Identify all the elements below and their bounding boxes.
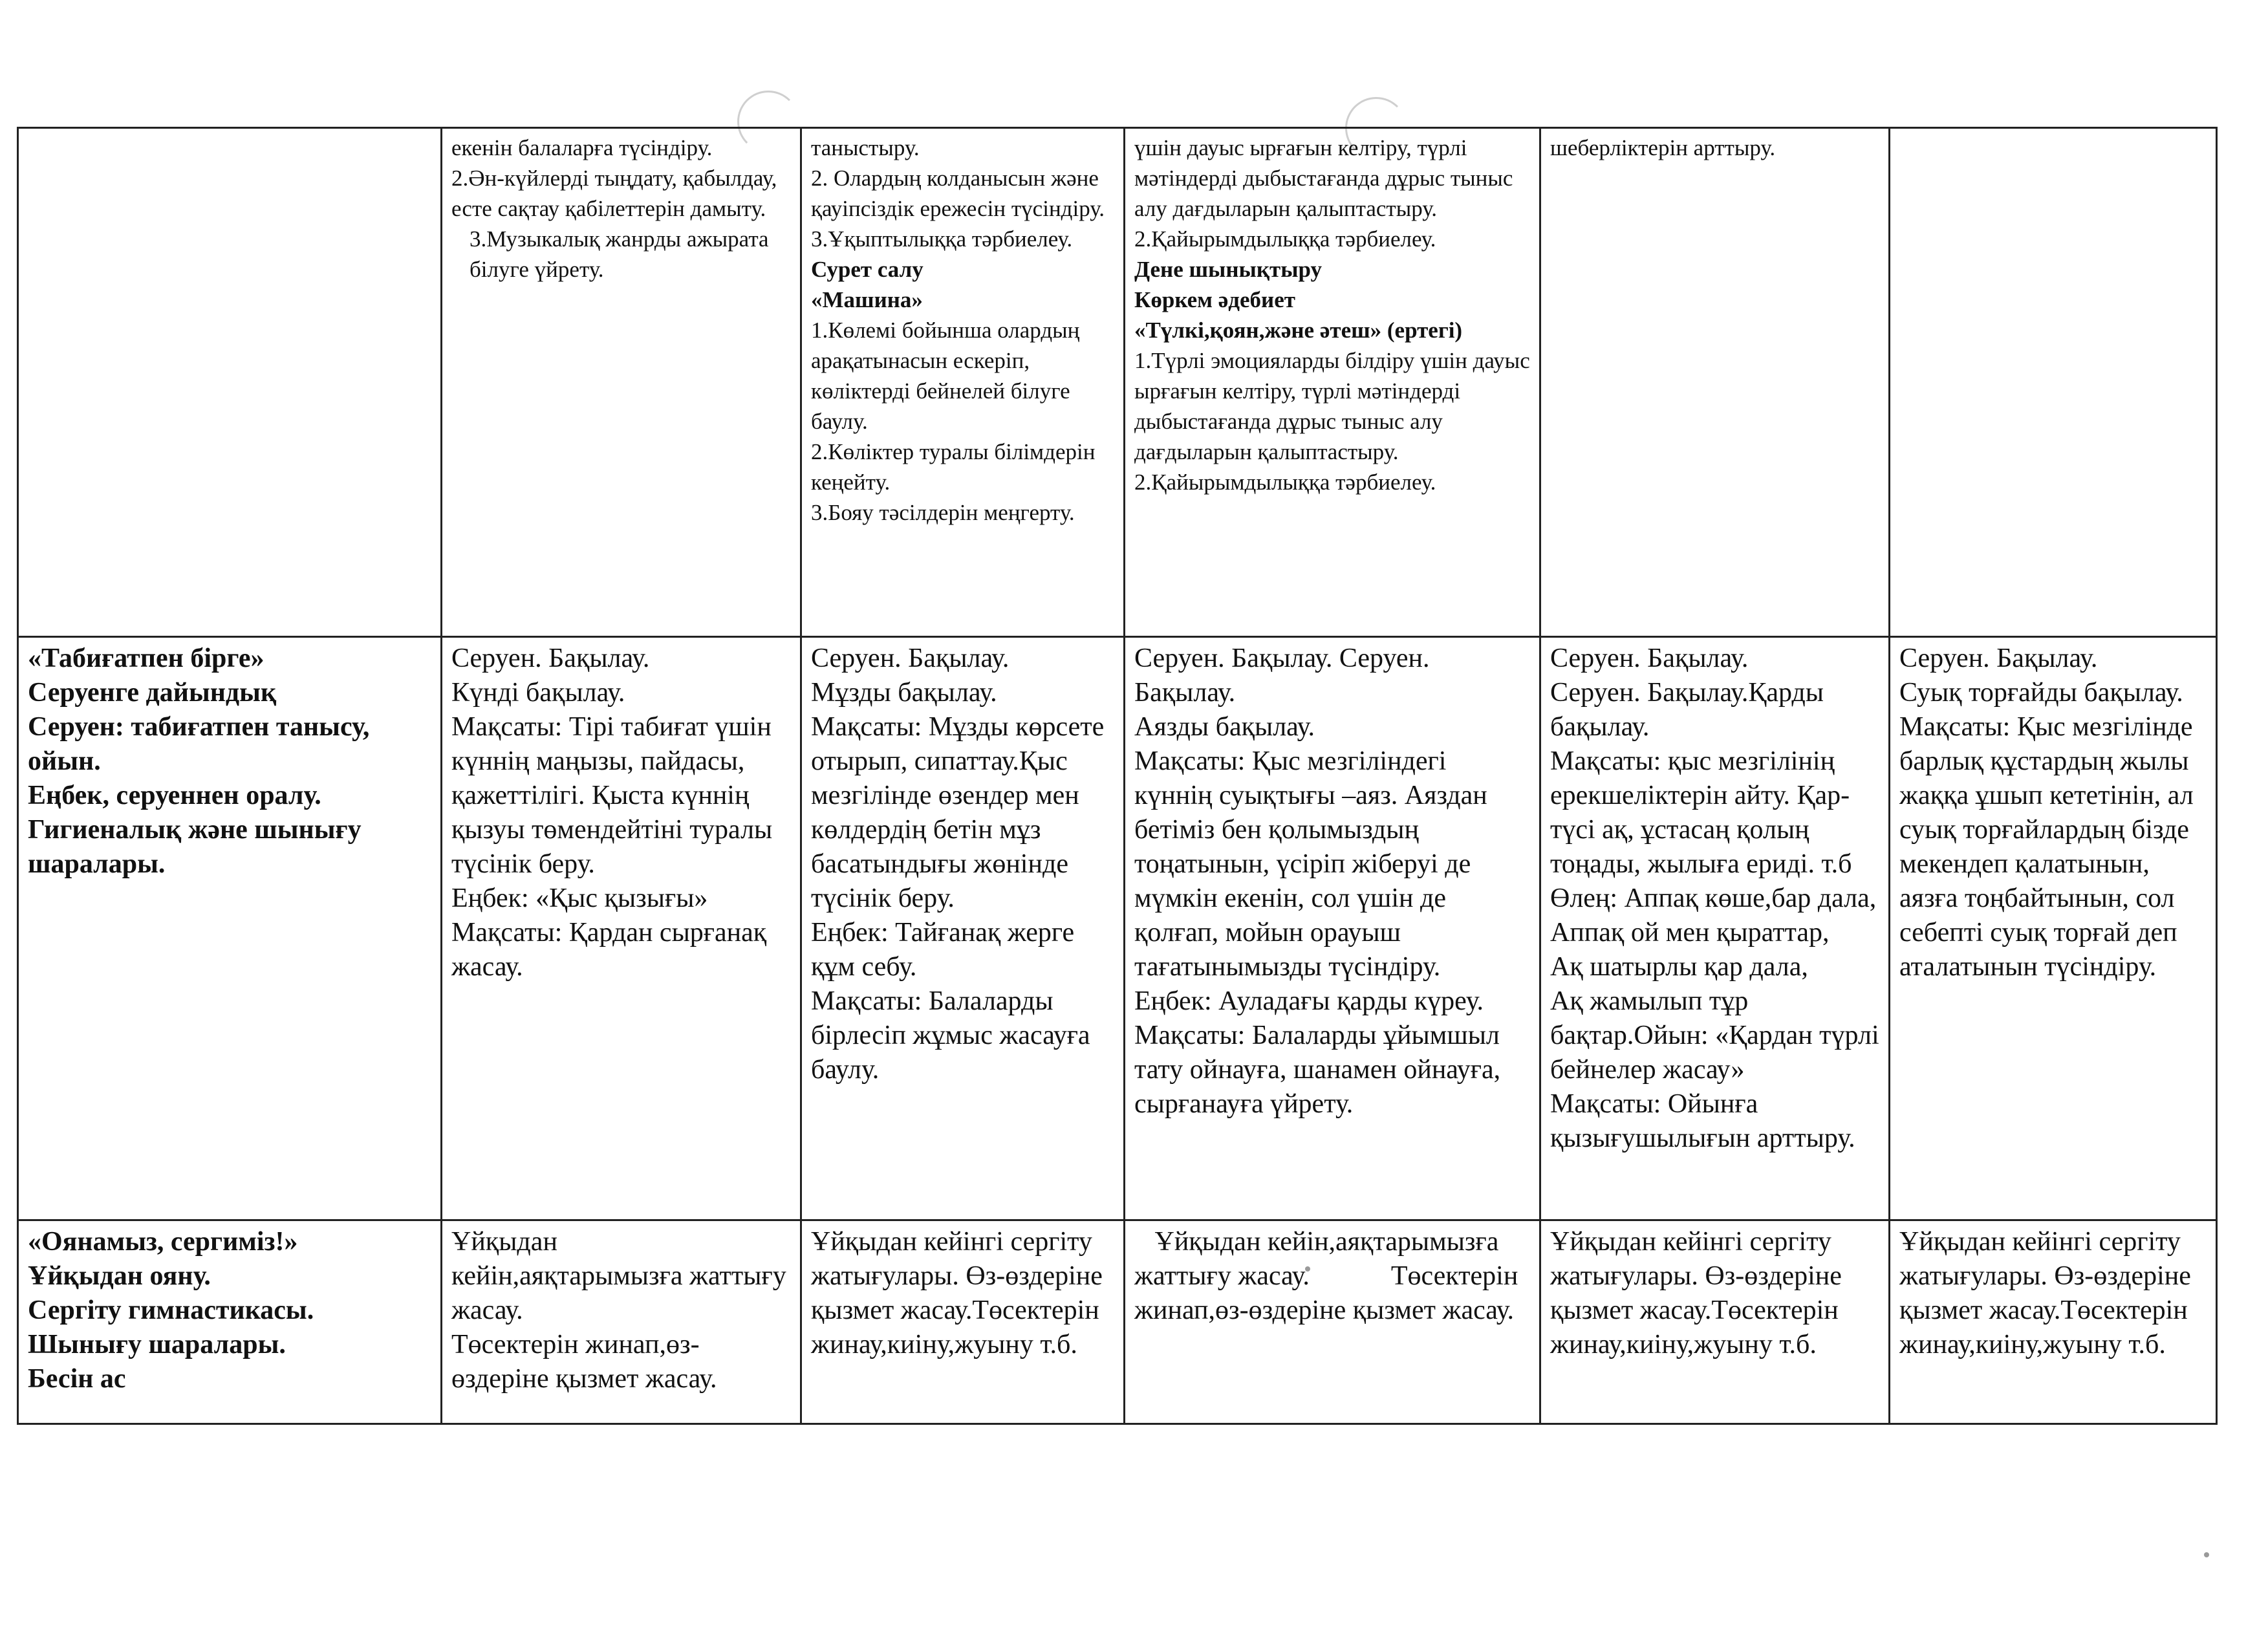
- text-line: Аязды бақылау.: [1134, 712, 1315, 742]
- text-line: Мақсаты: Қардан сырғанақ жасау.: [451, 918, 767, 982]
- text-line: 2.Көліктер туралы білімдерін кеңейту.: [811, 439, 1096, 495]
- text-line: Серуен. Бақылау.: [1899, 644, 2098, 673]
- text-line: Мақсаты: Балаларды ұйымшыл тату ойнауға, шанамен ойнауға, сырғанауға үйрету.: [1134, 1021, 1501, 1119]
- text-line: Еңбек: «Қыс қызығы»: [451, 883, 708, 913]
- friday-cell: [1890, 128, 2217, 637]
- text-line: 1.Көлемі бойынша олардың арақатынасын ескеріп, көліктерді бейнелей білуге баулу.: [811, 318, 1080, 434]
- text-line: Ақ шатырлы қар дала,: [1550, 952, 1808, 982]
- row-label-cell: [18, 128, 442, 637]
- text-line: Ұйқыдан кейінгі сергіту жатығулары. Өз-өздеріне қызмет жасау.Төсектерін жинау,киіну,жуыну т.б.: [1550, 1227, 1842, 1359]
- section-label-line: Серуенге дайындық: [28, 678, 277, 708]
- text-line: 1.Түрлі эмоцияларды білдіру үшін дауыс ырғағын келтіру, түрлі мәтіндерді дыбыстағанда дұрыс тыныс алу дағдыларын қалыптастыру.: [1134, 348, 1530, 464]
- text-line: Мұзды бақылау.: [811, 678, 997, 708]
- table-row: [18, 1220, 2217, 1424]
- lesson-topic: «Түлкі,қоян,және әтеш» (ертегі): [1134, 318, 1463, 343]
- text-line: Мақсаты: қыс мезгілінің ерекшеліктерін айту. Қар-түсі ақ, ұстасаң қолың тоңады, жылыға ериді. т.б Өлең: Аппақ көше,бар дала,: [1550, 746, 1877, 913]
- tuesday-cell: [801, 637, 1125, 1220]
- text-line: Мақсаты: Ойынға қызығушылығын арттыру.: [1550, 1089, 1855, 1153]
- thursday-cell: [1540, 637, 1890, 1220]
- tuesday-cell: [801, 128, 1125, 637]
- section-label-line: Бесін ас: [28, 1364, 126, 1394]
- text-line: 2.Ән-күйлерді тыңдату, қабылдау, есте сақтау қабілеттерін дамыту.: [451, 166, 777, 221]
- section-label-line: «Оянамыз, сергиміз!»: [28, 1227, 298, 1257]
- text-line: 3.Ұқыптылыққа тәрбиелеу.: [811, 226, 1073, 252]
- text-line: Мақсаты: Қыс мезгілінде барлық құстардың жылы жаққа ұшып кететінін, ал суық торғайлардың бізде мекендеп қалатынын, аязға тоңбайтынын, сол себепті суық торғай деп аталатынын түсіндіру.: [1899, 712, 2194, 982]
- text-line: 3.Бояу тәсілдерін меңгерту.: [811, 500, 1075, 525]
- text-line: Мақсаты: Мұзды көрсете отырып, сипаттау.Қыс мезгілінде өзендер мен көлдердің бетін мұз басатындығы жөнінде түсінік беру.: [811, 712, 1105, 913]
- text-line: Серуен. Бақылау.: [1550, 644, 1749, 673]
- wednesday-cell: [1125, 637, 1540, 1220]
- monday-cell: [442, 1220, 801, 1424]
- text-line: 3.Музыкалық жанрды ажырата білуге үйрету.: [470, 226, 769, 282]
- text-line: үшін дауыс ырғағын келтіру, түрлі мәтіндерді дыбыстағанда дұрыс тыныс алу дағдыларын қалыптастыру.: [1134, 135, 1513, 221]
- row-label-cell: [18, 637, 442, 1220]
- wednesday-cell: [1125, 1220, 1540, 1424]
- text-line: Серуен. Бақылау. Серуен. Бақылау.: [1134, 644, 1430, 708]
- text-line: Мақсаты: Балаларды бірлесіп жұмыс жасауға баулу.: [811, 986, 1090, 1085]
- section-label-line: Еңбек, серуеннен оралу.: [28, 781, 321, 810]
- friday-cell: [1890, 637, 2217, 1220]
- daily-plan-table: [17, 127, 2218, 1425]
- text-line: Ұйқыдан кейін,аяқтарымызға жаттығу жасау. Төсектерін жинап,өз-өздеріне қызмет жасау.: [1134, 1227, 1525, 1325]
- text-line: Серуен. Бақылау.Қарды бақылау.: [1550, 678, 1824, 742]
- section-label-line: Шынығу шаралары.: [28, 1330, 286, 1359]
- text-line: Ұйқыдан кейін,аяқтарымызға жаттығу жасау.: [451, 1227, 786, 1325]
- lesson-subject: Сурет салу: [811, 257, 923, 282]
- lesson-topic: «Машина»: [811, 287, 923, 312]
- text-line: Аппақ ой мен қыраттар,: [1550, 918, 1830, 947]
- text-line: 2.Қайырымдылыққа тәрбиелеу.: [1134, 226, 1436, 252]
- thursday-cell: [1540, 1220, 1890, 1424]
- tuesday-cell: [801, 1220, 1125, 1424]
- monday-cell: [442, 128, 801, 637]
- table-row: [18, 637, 2217, 1220]
- text-line: шеберліктерін арттыру.: [1550, 135, 1776, 160]
- section-label-line: Сергіту гимнастикасы.: [28, 1295, 314, 1325]
- text-line: Ұйқыдан кейінгі сергіту жатығулары. Өз-өздеріне қызмет жасау.Төсектерін жинау,киіну,жуыну т.б.: [811, 1227, 1103, 1359]
- section-label-line: Гигиеналық және шынығу шаралары.: [28, 815, 362, 879]
- text-line: Еңбек: Ауладағы қарды күреу.: [1134, 986, 1484, 1016]
- thursday-cell: [1540, 128, 1890, 637]
- text-line: 2.Қайырымдылыққа тәрбиелеу.: [1134, 470, 1436, 495]
- text-line: Суық торғайды бақылау.: [1899, 678, 2183, 708]
- text-line: екенін балаларға түсіндіру.: [451, 135, 713, 160]
- section-label-line: Ұйқыдан ояну.: [28, 1261, 211, 1291]
- scan-speck: [2204, 1552, 2209, 1557]
- text-line: Серуен. Бақылау.: [811, 644, 1010, 673]
- text-line: Еңбек: Тайғанақ жерге құм себу.: [811, 918, 1075, 982]
- text-line: Төсектерін жинап,өз-өздеріне қызмет жасау.: [451, 1330, 717, 1394]
- wednesday-cell: [1125, 128, 1540, 637]
- row-label-cell: [18, 1220, 442, 1424]
- text-line: Мақсаты: Тірі табиғат үшін күннің маңызы, пайдасы, қажеттілігі. Қыста күннің қызуы төмендейтіні туралы түсінік беру.: [451, 712, 773, 879]
- text-line: Ақ жамылып тұр бақтар.Ойын: «Қардан түрлі бейнелер жасау»: [1550, 986, 1879, 1085]
- text-line: Ұйқыдан кейінгі сергіту жатығулары. Өз-өздеріне қызмет жасау.Төсектерін жинау,киіну,жуыну т.б.: [1899, 1227, 2191, 1359]
- monday-cell: [442, 637, 801, 1220]
- lesson-subject: Көркем әдебиет: [1134, 287, 1295, 312]
- section-label-line: «Табиғатпен бірге»: [28, 644, 265, 673]
- lesson-subject: Дене шынықтыру: [1134, 257, 1323, 282]
- table-row: [18, 128, 2217, 637]
- text-line: таныстыру.: [811, 135, 920, 160]
- text-line: Серуен. Бақылау.: [451, 644, 650, 673]
- friday-cell: [1890, 1220, 2217, 1424]
- text-line: Мақсаты: Қыс мезгіліндегі күннің суықтығы –аяз. Аяздан бетіміз бен қолымыздың тоңатынын, үсіріп жіберуі де мүмкін екенін, сол үшін де қолғап, мойын орауыш тағатынымызды түсіндіру.: [1134, 746, 1487, 982]
- section-label-line: Серуен: табиғатпен танысу, ойын.: [28, 712, 370, 776]
- text-line: 2. Олардың колданысын және қауіпсіздік ережесін түсіндіру.: [811, 166, 1105, 221]
- text-line: Күнді бақылау.: [451, 678, 625, 708]
